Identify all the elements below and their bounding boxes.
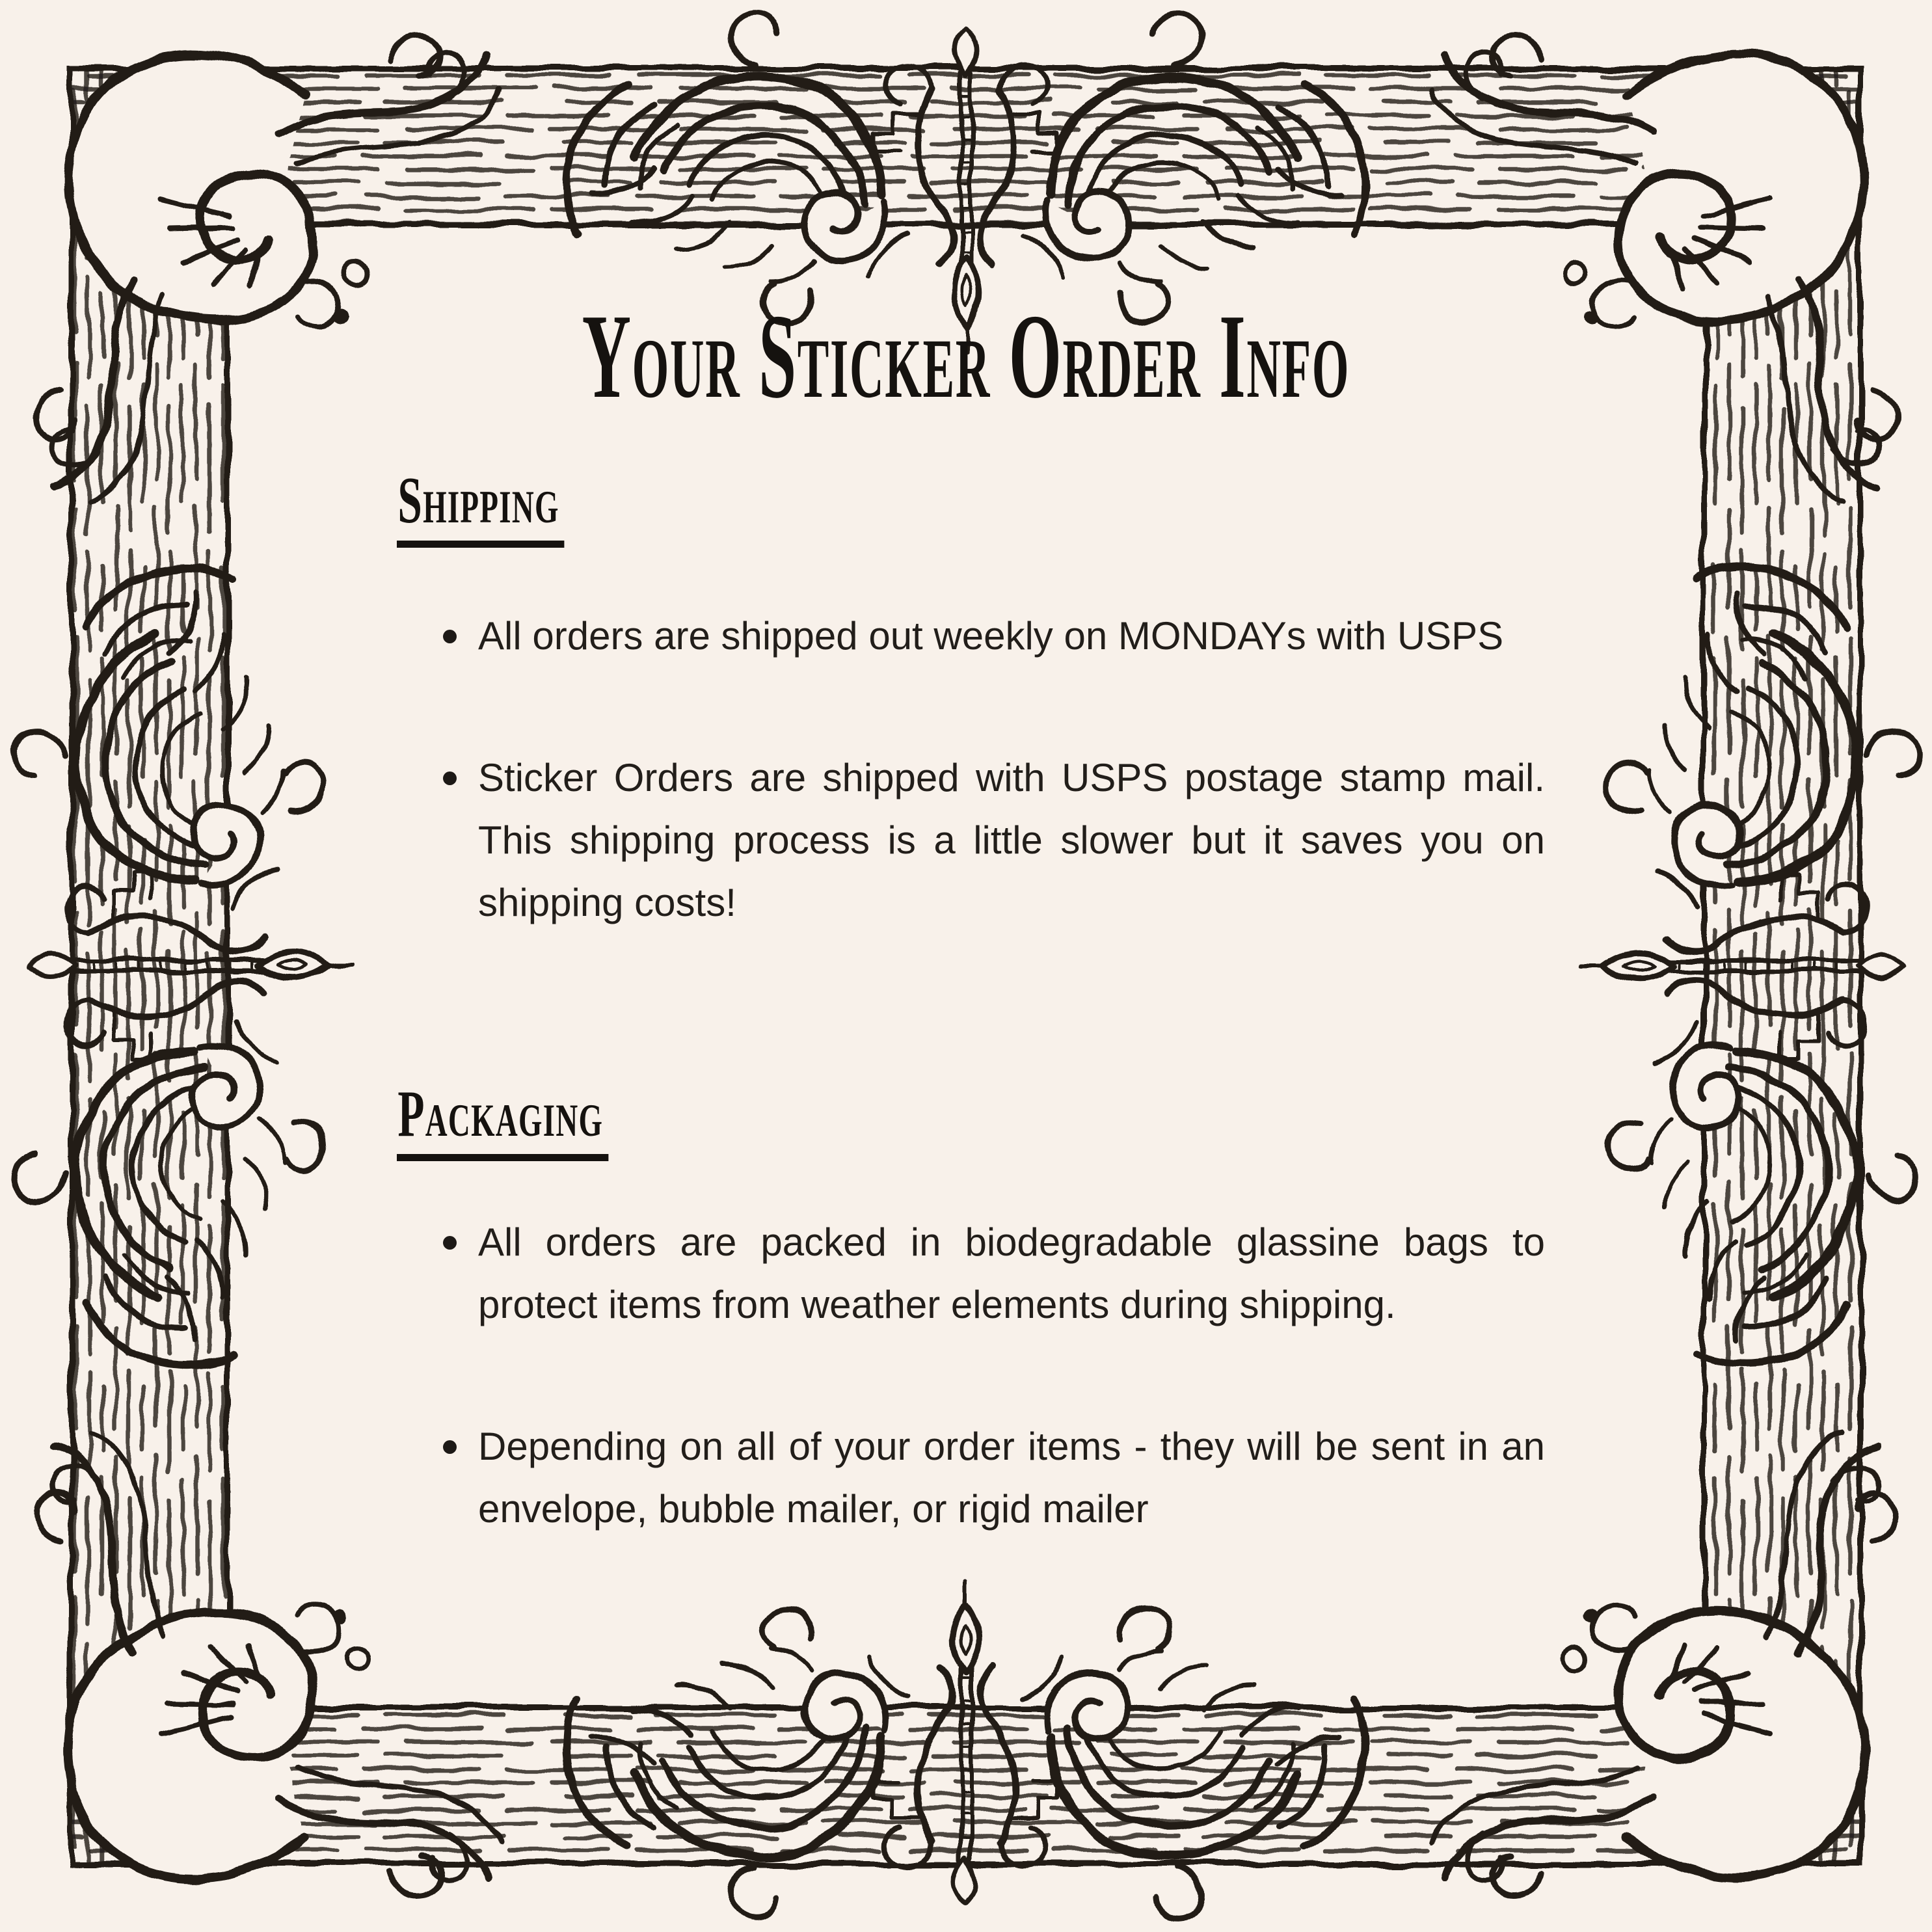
section-heading-packaging-text: Packaging — [397, 1081, 608, 1161]
packaging-bullet-list — [478, 1211, 1545, 1540]
section-heading-packaging — [397, 1077, 718, 1161]
section-heading-shipping-text: Shipping — [397, 468, 565, 548]
bullet-icon — [443, 1236, 457, 1250]
bullet-icon — [443, 771, 457, 785]
bullet-icon — [443, 1440, 457, 1454]
list-item — [478, 747, 1545, 934]
bullet-icon — [443, 630, 457, 643]
frame-corner-top-left — [36, 36, 500, 500]
frame-corner-top-right — [1432, 36, 1896, 500]
page-title-text: Your Sticker Order Info — [582, 289, 1350, 423]
section-heading-shipping — [397, 464, 651, 548]
list-item-text: Sticker Orders are shipped with USPS postage stamp mail. This shipping process is a little slower but it saves you on shipping costs! — [478, 756, 1545, 924]
list-item — [478, 605, 1545, 667]
list-item-text: All orders are shipped out weekly on MONDAYs with USPS — [478, 614, 1504, 658]
list-item — [478, 1211, 1545, 1336]
list-item-text: All orders are packed in biodegradable glassine bags to protect items from weather elements during shipping. — [478, 1220, 1545, 1326]
list-item-text: Depending on all of your order items - they will be sent in an envelope, bubble mailer, or rigid mailer — [478, 1425, 1545, 1531]
shipping-bullet-list — [478, 605, 1545, 934]
list-item — [478, 1415, 1545, 1540]
page-title — [0, 289, 1932, 423]
frame-corner-bottom-left — [36, 1432, 500, 1896]
